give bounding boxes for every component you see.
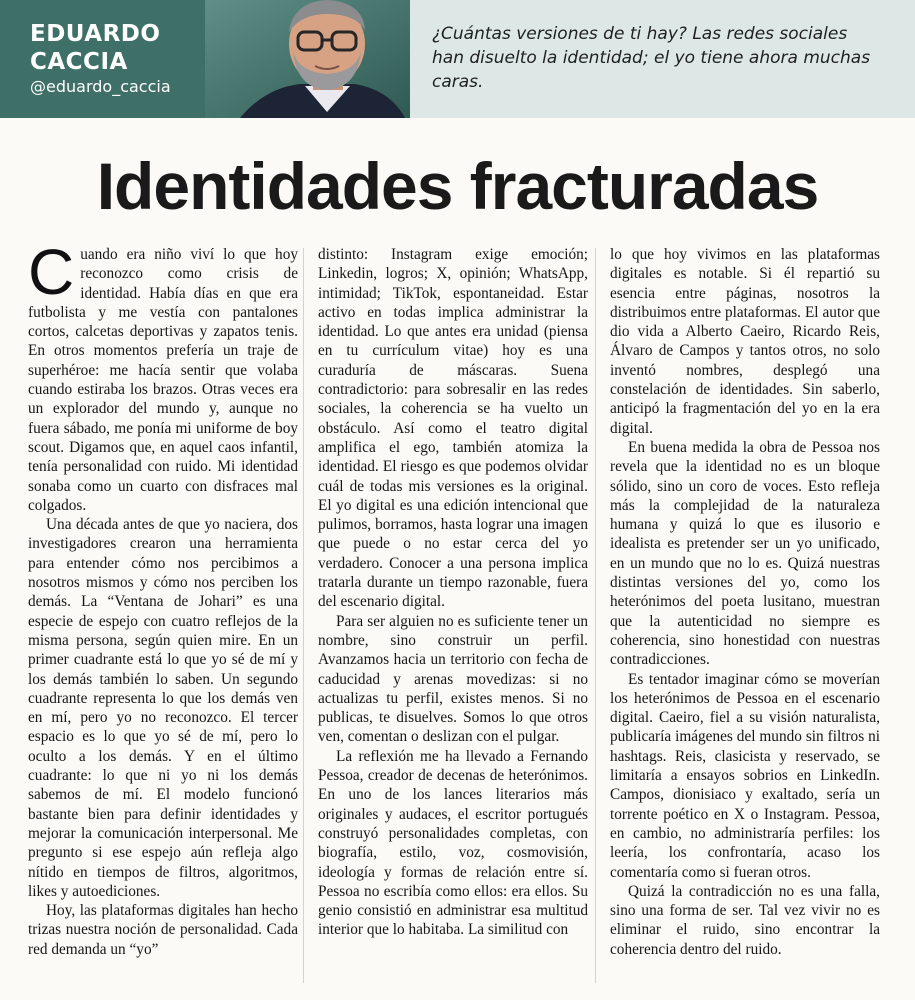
article-column-1 — [28, 236, 298, 959]
author-name — [30, 20, 160, 76]
paragraph — [28, 236, 298, 515]
paragraph: distinto: Instagram exige emoción; Linkedin, logros; X, opinión; WhatsApp, intimidad; TikTok, espontaneidad. Estar activo en todas implica administrar la identidad. Lo que antes era unidad (piensa en tu currículum vitae) hoy es una curaduría de máscaras. Suena contradictorio: para sobresalir en las redes sociales, la coherencia se ha vuelto un obstáculo. Así como el teatro digital amplifica el ego, también atomiza la identidad. El riesgo es que podemos olvidar cuál de todas mis versiones es la original. El yo digital es una edición intencional que pulimos, borramos, hasta lograr una imagen que puede o no estar cerca del yo verdadero. Conocer a una persona implica tratarla durante un tiempo razonable, fuera del escenario digital. — [318, 246, 588, 611]
column-divider — [595, 248, 596, 983]
column-divider — [303, 248, 304, 983]
drop-cap: C — [28, 236, 75, 308]
author-block — [0, 0, 410, 118]
column-header — [0, 0, 915, 118]
article-column-2 — [318, 245, 588, 940]
paragraph: En buena medida la obra de Pessoa nos revela que la identidad no es un bloque sólido, sino un coro de voces. Esto refleja más la complejidad de la naturaleza humana y quizá lo que es ilusorio e idealista es pretender ser un yo unificado, en un mundo que no lo es. Quizá nuestras distintas versiones del yo, como los heterónimos del poeta lusitano, muestran que la autenticidad no siempre es coherencia, sino honestidad con nuestras contradicciones. — [610, 438, 880, 669]
author-name-line2: CACCIA — [30, 49, 128, 75]
paragraph: Es tentador imaginar cómo se moverían los heterónimos de Pessoa en el escenario digital. Caeiro, fiel a su visión naturalista, publicaría imágenes del mundo sin filtros ni hashtags. Reis, clasicista y reservado, se limitaría a ensayos sobrios en LinkedIn. Campos, dionisiaco y exaltado, sería un torrente poético en X o Instagram. Pessoa, en cambio, no administraría perfiles: los leería, los confrontaría, acaso los comentaría como si fueran otros. — [610, 670, 880, 881]
paragraph: Para ser alguien no es suficiente tener un nombre, sino construir un perfil. Avanzamos hacia un territorio con fecha de caducidad y arenas movedizas: si no actualizas tu perfil, existes menos. Si no publicas, te disuelves. Somos lo que otros ven, comentan o deslizan con el pulgar. — [318, 612, 588, 746]
subtitle-quote-box — [410, 0, 915, 118]
paragraph: La reflexión me ha llevado a Fernando Pessoa, creador de decenas de heterónimos. En uno de los lances literarios más originales y audaces, el escritor portugués construyó personalidades completas, con biografía, estilo, voz, cosmovisión, ideología y formas de relación entre sí. Pessoa no escribía como ellos: era ellos. Su genio consistió en administrar esa multitud interior que lo habitaba. La similitud con — [318, 747, 588, 939]
paragraph: Hoy, las plataformas digitales han hecho trizas nuestra noción de personalidad. Cada red demanda un “yo” — [28, 902, 298, 958]
paragraph: Una década antes de que yo naciera, dos investigadores crearon una herramienta para entender cómo nos percibimos a nosotros mismos y cómo nos perciben los demás. La “Ventana de Johari” es una especie de espejo con cuatro reflejos de la misma persona, según quien mire. En un primer cuadrante está lo que yo sé de mí y los demás también lo saben. Un segundo cuadrante representa lo que los demás ven en mí, pero yo no reconozco. El tercer espacio es lo que yo sé de mí, pero lo oculto a los demás. Y en el último cuadrante: lo que ni yo ni los demás sabemos de mí. El modelo funcionó bastante bien para definir identidades y mejorar la comunicación interpersonal. Me pregunto si ese espejo aún refleja algo nítido en tiempos de filtros, algoritmos, likes y autoediciones. — [28, 516, 298, 900]
paragraph: Quizá la contradicción no es una falla, sino una forma de ser. Tal vez vivir no es eliminar el ruido, sino encontrar la coherencia dentro del ruido. — [610, 882, 880, 958]
author-handle: @eduardo_caccia — [30, 77, 171, 96]
article-column-3 — [610, 245, 880, 959]
author-name-line1: EDUARDO — [30, 21, 161, 47]
subtitle-quote: ¿Cuántas versiones de ti hay? Las redes sociales han disuelto la identidad; el yo tiene ahora muchas caras. — [432, 24, 871, 92]
paragraph: lo que hoy vivimos en las plataformas digitales es notable. Si él repartió su esencia entre páginas, nosotros la distribuimos entre plataformas. El autor que dio vida a Alberto Caeiro, Ricardo Reis, Álvaro de Campos y tantos otros, no solo inventó nombres, desplegó una constelación de identidades. Sin saberlo, anticipó la fragmentación del yo en la era digital. — [610, 246, 880, 437]
paragraph-text: uando era niño viví lo que hoy reconozco como crisis de identidad. Había días en que era futbolista y me vestía con pantalones cortos, calcetas deportivas y zapatos tenis. En otros momentos prefería un traje de superhéroe: me hacía sentir que volaba cuando estiraba los brazos. Otras veces era un explorador del mundo y, aunque no fuera sábado, me ponía mi uniforme de boy scout. Digamos que, en aquel caos infantil, tenía personalidad con ruido. Mi identidad sonaba como un cuarto con disfraces mal colgados. — [28, 246, 298, 514]
article-title: Identidades fracturadas — [96, 149, 819, 223]
author-portrait — [205, 0, 410, 118]
